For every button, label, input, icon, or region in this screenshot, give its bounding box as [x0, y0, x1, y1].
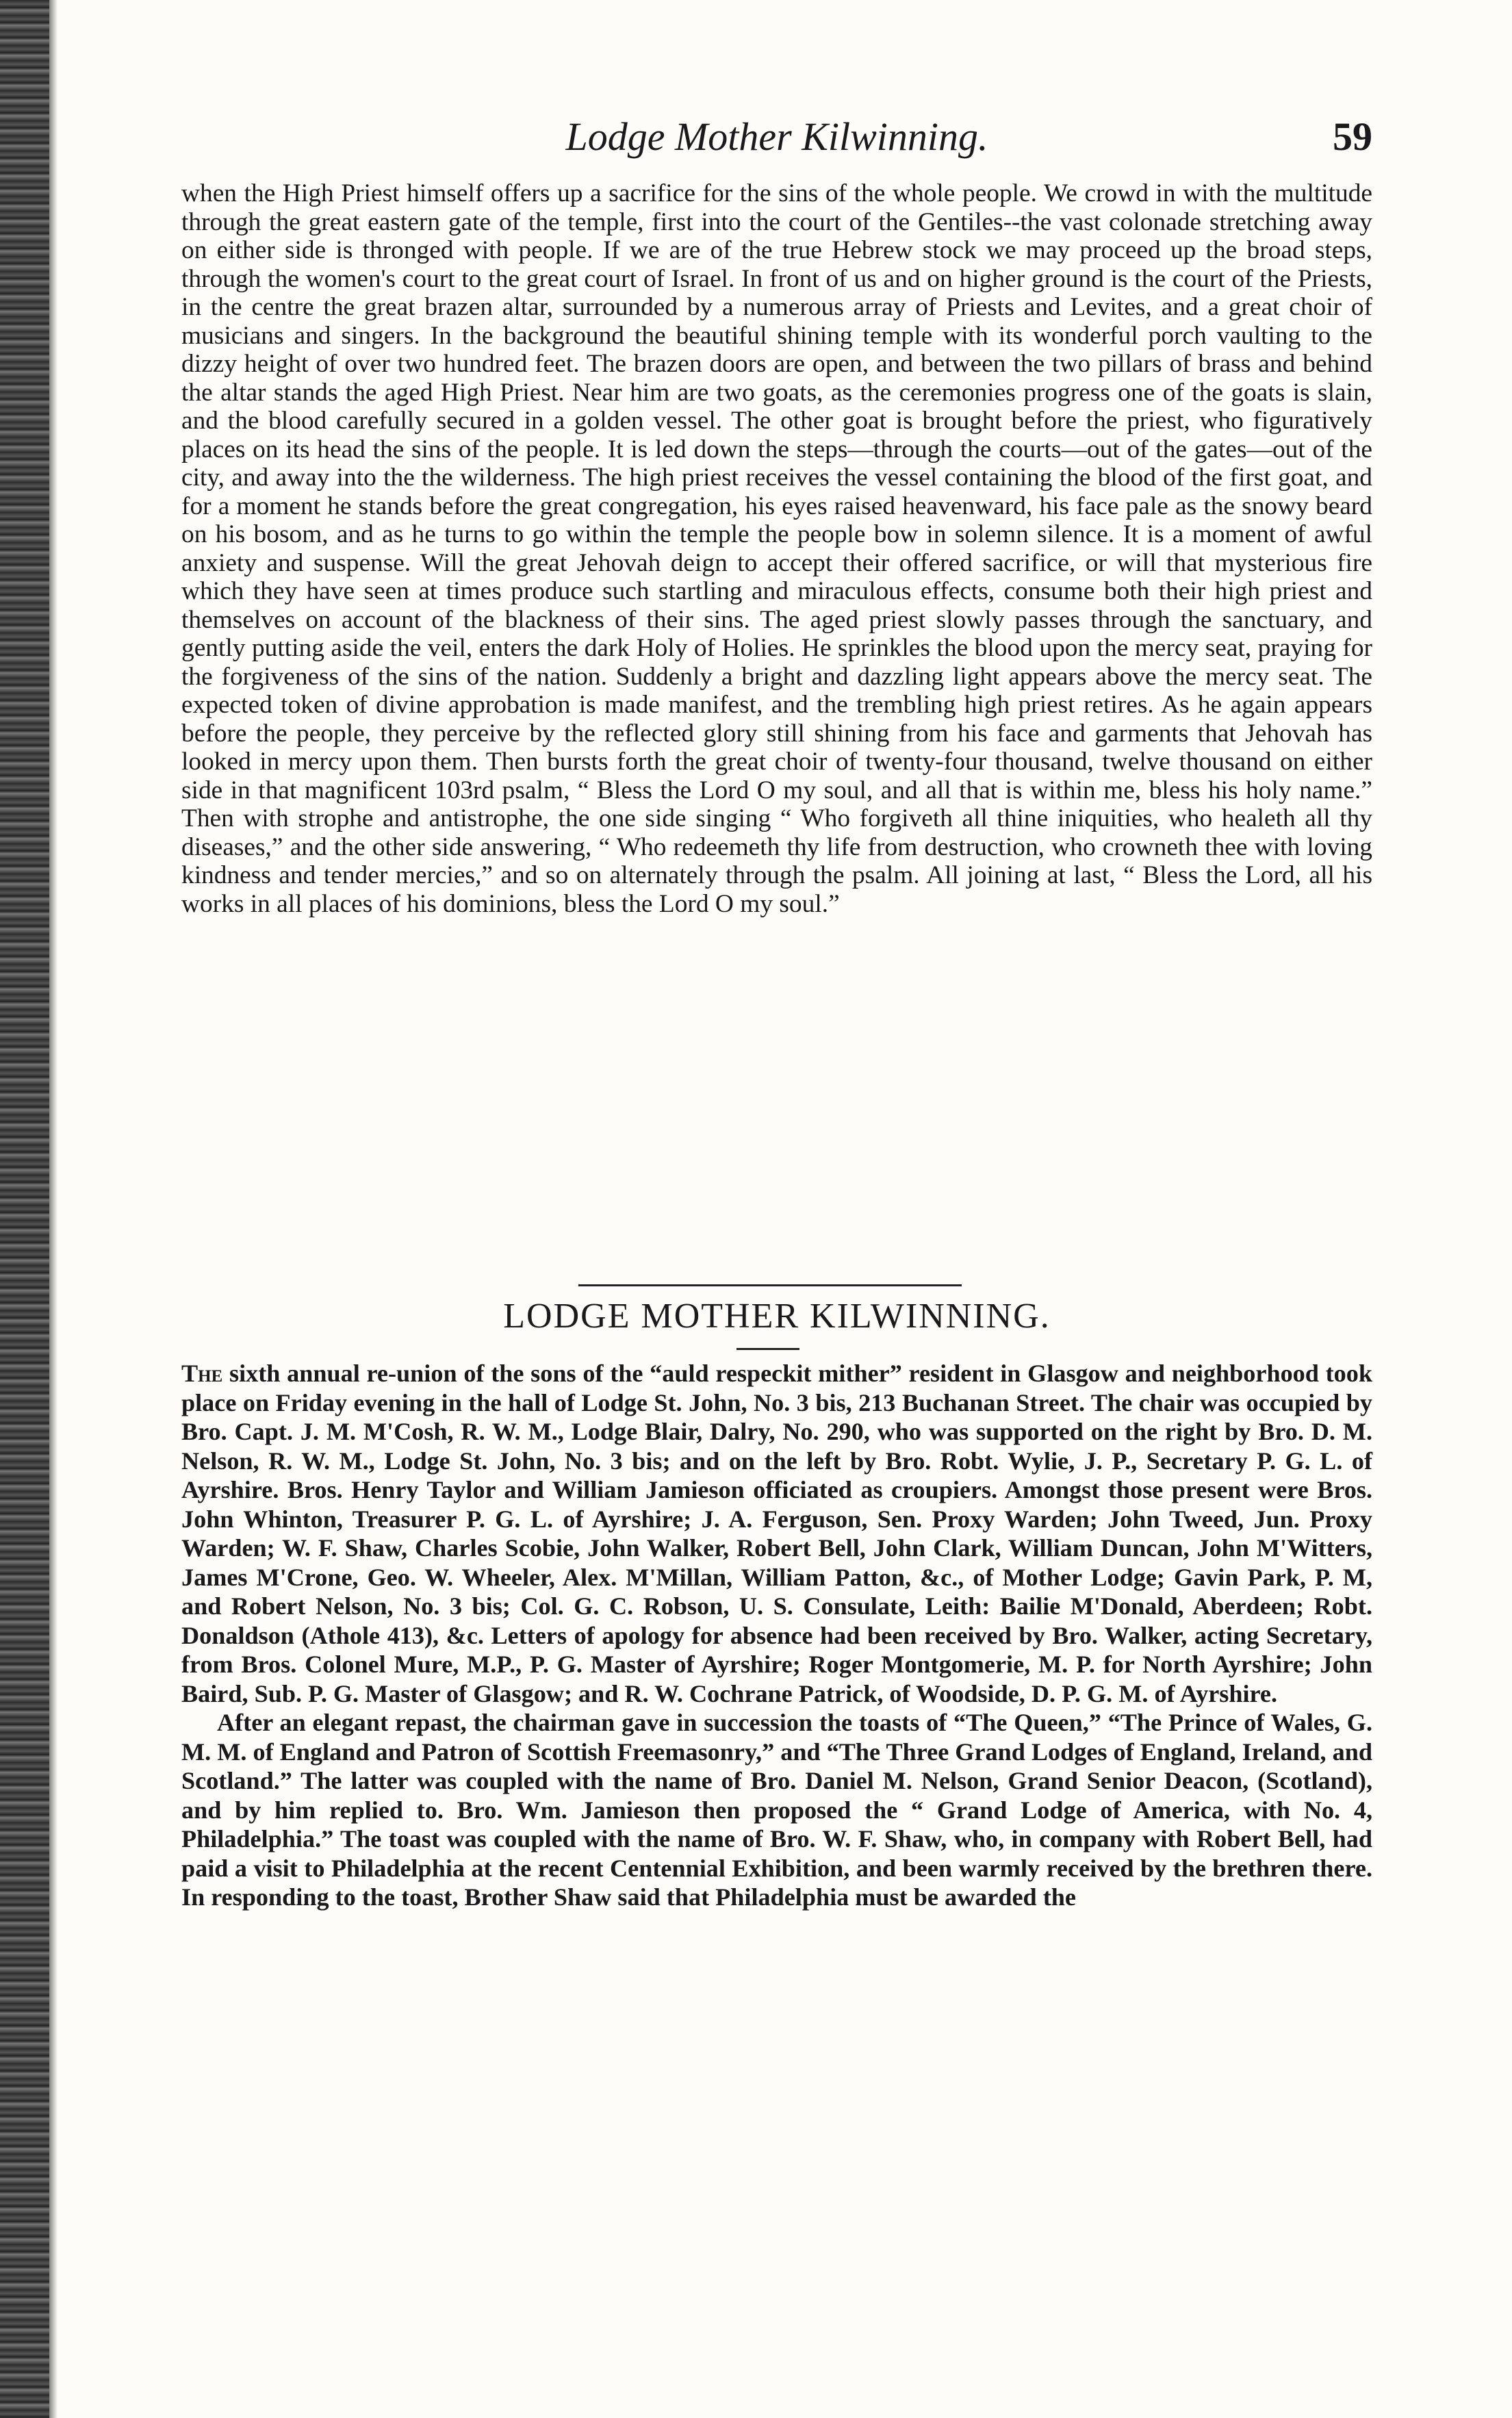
page-number: 59: [1333, 114, 1372, 159]
article-paragraph-2: After an elegant repast, the chairman gave in succession the toasts of “The Queen,” “The Prince of Wales, G. M. M. of England and Patron of Scottish Freemasonry,” and “The Three Grand Lodges of England, Ireland, and Scotland.” The latter was coupled with the name of Bro. Daniel M. Nelson, Grand Senior Deacon, (Scotland), and by him replied to. Bro. Wm. Jamieson then proposed the “ Grand Lodge of America, with No. 4, Philadelphia.” The toast was coupled with the name of Bro. W. F. Shaw, who, in company with Robert Bell, had paid a visit to Philadelphia at the recent Centennial Exhibition, and been warmly received by the brethren there. In responding to the toast, Brother Shaw said that Philadelphia must be awarded the: [181, 1709, 1372, 1911]
article-title: LODGE MOTHER KILWINNING.: [503, 1297, 1051, 1336]
paragraph-1-text: sixth annual re-union of the sons of the “auld respeckit mither” resident in Glasgow and neighborhood took place on Friday evening in the hall of Lodge St. John, No. 3 bis, 213 Buchanan Street. The chair was occupied by Bro. Capt. J. M. M'Cosh, R. W. M., Lodge Blair, Dalry, No. 290, who was supported on the right by Bro. D. M. Nelson, R. W. M., Lodge St. John, No. 3 bis; and on the left by Bro. Robt. Wylie, J. P., Secretary P. G. L. of Ayrshire. Bros. Henry Taylor and William Jamieson officiated as croupiers. Amongst those present were Bros. John Whinton, Treasurer P. G. L. of Ayrshire; J. A. Ferguson, Sen. Proxy Warden; John Tweed, Jun. Proxy Warden; W. F. Shaw, Charles Scobie, John Walker, Robert Bell, John Clark, William Duncan, John M'Witters, James M'Crone, Geo. W. Wheeler, Alex. M'Millan, William Patton, &c., of Mother Lodge; Gavin Park, P. M, and Robert Nelson, No. 3 bis; Col. G. C. Robson, U. S. Consulate, Leith: Bailie M'Donald, Aberdeen; Robt. Donaldson (Athole 413), &c. Letters of apology for absence had been received by Bro. Walker, acting Secretary, from Bros. Colonel Mure, M.P., P. G. Master of Ayrshire; Roger Montgomerie, M. P. for North Ayrshire; John Baird, Sub. P. G. Master of Glasgow; and R. W. Cochrane Patrick, of Woodside, D. P. G. M. of Ayrshire.: [181, 1360, 1372, 1707]
article-body: [181, 1359, 1372, 1912]
continuation-text: when the High Priest himself offers up a sacrifice for the sins of the whole people. We crowd in with the multitude through the great eastern gate of the temple, first into the court of the Gentiles--the vast colonade stretching away on either side is thronged with people. If we are of the true Hebrew stock we may proceed up the broad steps, through the women's court to the great court of Israel. In front of us and on higher ground is the court of the Priests, in the centre the great brazen altar, surrounded by a numerous array of Priests and Levites, and a great choir of musicians and singers. In the background the beautiful shining temple with its wonderful porch vaulting to the dizzy height of over two hundred feet. The brazen doors are open, and between the two pillars of brass and behind the altar stands the aged High Priest. Near him are two goats, as the ceremonies progress one of the goats is slain, and the blood carefully secured in a golden vessel. The other goat is brought before the priest, who figuratively places on its head the sins of the people. It is led down the steps—through the courts—out of the gates—out of the city, and away into the the wilderness. The high priest receives the vessel containing the blood of the first goat, and for a moment he stands before the great congregation, his eyes raised heavenward, his face pale as the snowy beard on his bosom, and as he turns to go within the temple the people bow in solemn silence. It is a moment of awful anxiety and suspense. Will the great Jehovah deign to accept their offered sacrifice, or will that mysterious fire which they have seen at times produce such startling and miraculous effects, consume both their high priest and themselves on account of the blackness of their sins. The aged priest slowly passes through the sanctuary, and gently putting aside the veil, enters the dark Holy of Holies. He sprinkles the blood upon the mercy seat, praying for the forgiveness of the sins of the nation. Suddenly a bright and dazzling light appears above the mercy seat. The expected token of divine approbation is made manifest, and the trembling high priest retires. As he again appears before the people, they perceive by the reflected glory still shining from his face and garments that Jehovah has looked in mercy upon them. Then bursts forth the great choir of twenty-four thousand, twelve thousand on either side in that magnificent 103rd psalm, “ Bless the Lord O my soul, and all that is within me, bless his holy name.” Then with strophe and antistrophe, the one side singing “ Who forgiveth all thine iniquities, who healeth all thy diseases,” and the other side answering, “ Who redeemeth thy life from destruction, who crowneth thee with loving kindness and tender mercies,” and so on alternately through the psalm. All joining at last, “ Bless the Lord, all his works in all places of his dominions, bless the Lord O my soul.”: [181, 179, 1372, 918]
section-divider-short: [736, 1348, 799, 1350]
binding-shadow: [49, 0, 57, 2418]
page-binding-edge: [0, 0, 49, 2418]
section-divider-top: [578, 1284, 962, 1286]
lead-word: The: [181, 1360, 223, 1387]
continuation-paragraph: [181, 179, 1372, 918]
running-title: Lodge Mother Kilwinning.: [565, 114, 988, 159]
page-header: [181, 110, 1372, 171]
article-paragraph-1: [181, 1359, 1372, 1708]
